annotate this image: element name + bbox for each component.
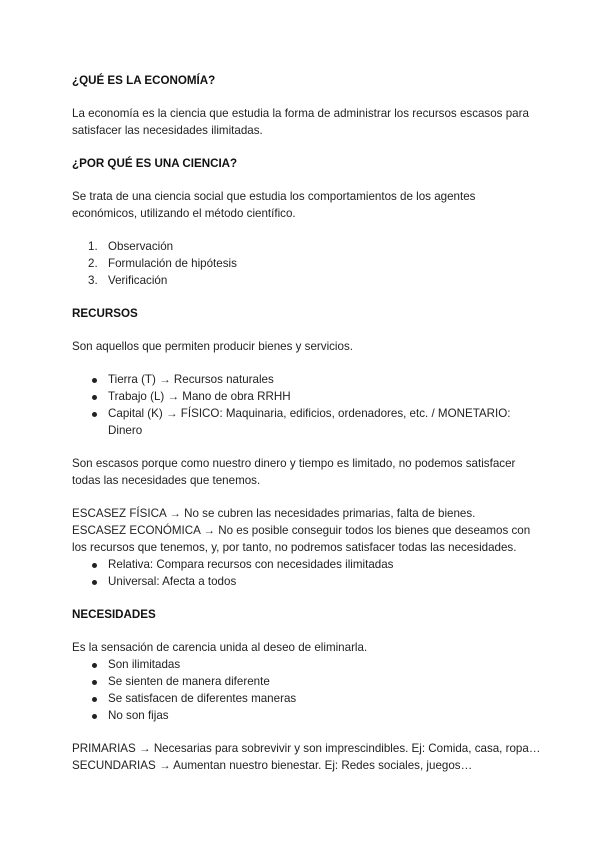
heading-recursos: RECURSOS xyxy=(72,307,138,320)
list-item-text: Observación xyxy=(108,240,174,253)
paragraph-escasez-economica: ESCASEZ ECONÓMICA → No es posible conseguir todos los bienes que deseamos con los recursos que tenemos, y, por tanto, no podremos satisfacer todas las necesidades. xyxy=(72,524,531,554)
document-page xyxy=(72,72,542,774)
list-item-text: No son fijas xyxy=(108,709,169,722)
list-item xyxy=(72,707,542,724)
paragraph-escasez-fisica: ESCASEZ FÍSICA → No se cubren las necesidades primarias, falta de bienes. xyxy=(72,507,476,520)
list-number: 2. xyxy=(88,257,98,270)
list-number: 3. xyxy=(88,274,98,287)
list-item xyxy=(72,405,542,439)
list-item xyxy=(72,272,542,289)
recursos-list xyxy=(72,371,542,439)
bullet-icon xyxy=(92,680,97,685)
list-item-text: Trabajo (L) → Mano de obra RRHH xyxy=(108,390,291,403)
bullet-icon xyxy=(92,395,97,400)
list-item-text: Capital (K) → FÍSICO: Maquinaria, edificios, ordenadores, etc. / MONETARIO: Dinero xyxy=(108,407,511,437)
paragraph-ciencia-social: Se trata de una ciencia social que estudia los comportamientos de los agentes económicos, utilizando el método científico. xyxy=(72,190,476,220)
list-item-text: Formulación de hipótesis xyxy=(108,257,237,270)
paragraph-secundarias: SECUNDARIAS → Aumentan nuestro bienestar. Ej: Redes sociales, juegos… xyxy=(72,759,473,772)
list-item xyxy=(72,556,542,573)
list-item xyxy=(72,371,542,388)
list-item xyxy=(72,573,542,590)
metodo-cientifico-list xyxy=(72,238,542,289)
list-item-text: Relativa: Compara recursos con necesidades ilimitadas xyxy=(108,558,394,571)
paragraph-recursos-definicion: Son aquellos que permiten producir bienes y servicios. xyxy=(72,340,353,353)
list-item xyxy=(72,255,542,272)
heading-necesidades: NECESIDADES xyxy=(72,608,156,621)
heading-que-es-economia: ¿QUÉ ES LA ECONOMÍA? xyxy=(72,74,216,87)
heading-por-que-ciencia: ¿POR QUÉ ES UNA CIENCIA? xyxy=(72,157,238,170)
list-item xyxy=(72,673,542,690)
list-item xyxy=(72,690,542,707)
list-item-text: Universal: Afecta a todos xyxy=(108,575,237,588)
bullet-icon xyxy=(92,663,97,668)
bullet-icon xyxy=(92,378,97,383)
bullet-icon xyxy=(92,412,97,417)
necesidades-list xyxy=(72,656,542,724)
paragraph-definicion-economia: La economía es la ciencia que estudia la forma de administrar los recursos escasos para satisfacer las necesidades ilimitadas. xyxy=(72,107,529,137)
bullet-icon xyxy=(92,563,97,568)
paragraph-necesidades-definicion: Es la sensación de carencia unida al deseo de eliminarla. xyxy=(72,641,368,654)
bullet-icon xyxy=(92,697,97,702)
list-item xyxy=(72,656,542,673)
list-item-text: Se satisfacen de diferentes maneras xyxy=(108,692,297,705)
list-item xyxy=(72,238,542,255)
list-item-text: Se sienten de manera diferente xyxy=(108,675,270,688)
bullet-icon xyxy=(92,714,97,719)
list-item-text: Son ilimitadas xyxy=(108,658,181,671)
list-item-text: Tierra (T) → Recursos naturales xyxy=(108,373,274,386)
paragraph-escasos: Son escasos porque como nuestro dinero y tiempo es limitado, no podemos satisfacer todas las necesidades que tenemos. xyxy=(72,457,516,487)
list-item xyxy=(72,388,542,405)
escasez-list xyxy=(72,556,542,590)
list-item-text: Verificación xyxy=(108,274,168,287)
paragraph-primarias: PRIMARIAS → Necesarias para sobrevivir y son imprescindibles. Ej: Comida, casa, ropa… xyxy=(72,742,541,755)
bullet-icon xyxy=(92,580,97,585)
list-number: 1. xyxy=(88,240,98,253)
